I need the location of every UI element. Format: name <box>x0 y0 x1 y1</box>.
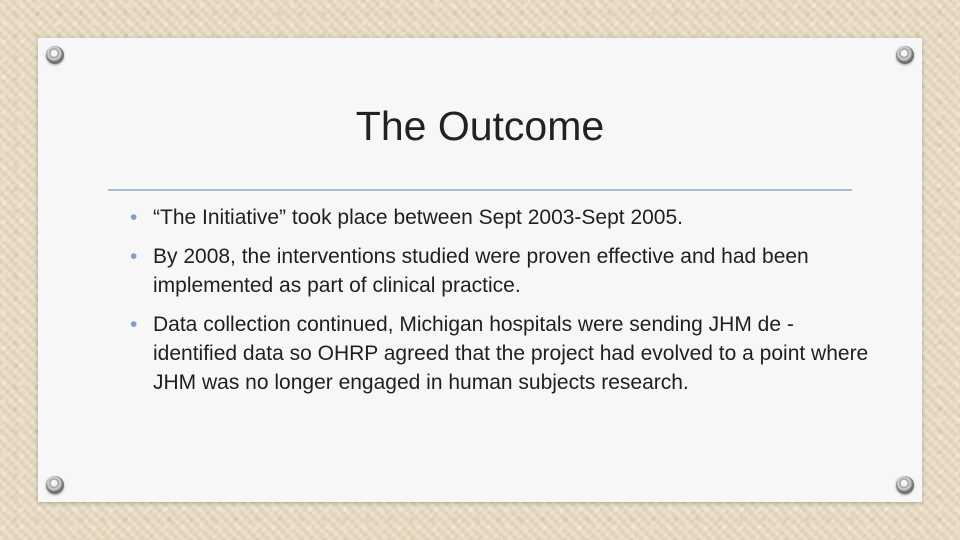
bullet-text: By 2008, the interventions studied were proven effective and had been implemented as part of clinical practice. <box>153 245 809 297</box>
bullet-item <box>130 310 874 397</box>
pushpin-icon <box>896 46 914 64</box>
bullet-item <box>130 203 874 232</box>
bullet-dot-icon: • <box>130 245 138 268</box>
bullet-text: Data collection continued, Michigan hospitals were sending JHM de -identified data so OHRP agreed that the project had evolved to a point where JHM was no longer engaged in human subjects research. <box>153 313 869 394</box>
pushpin-icon <box>46 46 64 64</box>
bullet-text: “The Initiative” took place between Sept 2003-Sept 2005. <box>153 206 684 229</box>
pushpin-icon <box>896 476 914 494</box>
bullet-dot-icon: • <box>130 313 138 336</box>
pushpin-icon <box>46 476 64 494</box>
slide-title: The Outcome <box>355 103 605 149</box>
bullet-list <box>130 203 874 407</box>
title-divider <box>108 189 852 191</box>
bullet-dot-icon: • <box>130 206 138 229</box>
slide-card <box>38 38 922 502</box>
bullet-item <box>130 242 874 300</box>
